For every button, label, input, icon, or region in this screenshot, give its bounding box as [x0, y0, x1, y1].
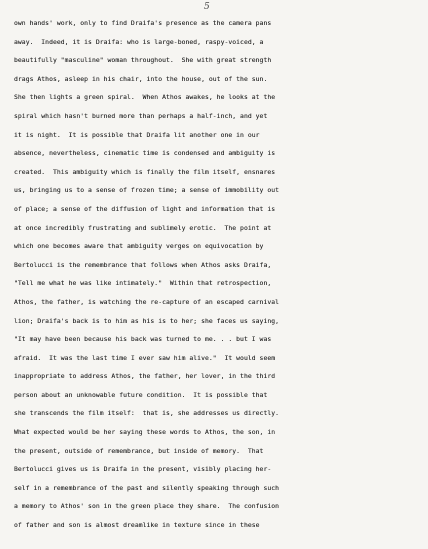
text-line: created. This ambiguity which is finally the film itself, ensnares: [14, 167, 276, 176]
page-number: 5: [204, 2, 210, 12]
text-line: it is night. It is possible that Draifa lit another one in our: [14, 130, 260, 139]
text-line: own hands' work, only to find Draifa's presence as the camera pans: [14, 19, 272, 27]
text-line: beautifully "masculine" woman throughout. She with great strength: [14, 56, 272, 65]
text-line: Bertolucci is the remembrance that follows when Athos asks Draifa,: [14, 260, 272, 269]
text-line: lion; Draifa's back is to him as his is to her; she faces us saying,: [14, 316, 280, 325]
text-line: the present, outside of remembrance, but inside of memory. That: [14, 446, 264, 455]
text-line: person about an unknowable future condition. It is possible that: [14, 390, 268, 399]
text-line: What expected would be her saying these words to Athos, the son, in: [14, 428, 276, 437]
text-line: Bertolucci gives us is Draifa in the present, visibly placing her-: [14, 465, 272, 474]
text-line: absence, nevertheless, cinematic time is condensed and ambiguity is: [14, 149, 276, 158]
text-line: inappropriate to address Athos, the father, her lover, in the third: [14, 372, 276, 381]
text-line: of father and son is almost dreamlike in texture since in these: [14, 521, 260, 530]
text-line: afraid. It was the last time I ever saw him alive." It would seem: [14, 353, 276, 362]
text-line: at once incredibly frustrating and sublimely erotic. The point at: [14, 223, 272, 232]
text-line: drags Athos, asleep in his chair, into the house, out of the sun.: [14, 74, 268, 83]
text-line: of place; a sense of the diffusion of light and information that is: [14, 204, 276, 213]
text-line: "Tell me what he was like intimately." Within that retrospection,: [14, 279, 272, 288]
text-line: away. Indeed, it is Draifa: who is large-boned, raspy-voiced, a: [14, 37, 264, 46]
text-line: spiral which hasn't burned more than perhaps a half-inch, and yet: [14, 111, 268, 120]
text-line: She then lights a green spiral. When Athos awakes, he looks at the: [14, 93, 276, 102]
text-line: us, bringing us to a sense of frozen time; a sense of immobility out: [14, 186, 280, 195]
text-line: she transcends the film itself: that is, she addresses us directly.: [14, 409, 280, 418]
body-text: [14, 14, 416, 535]
text-line: which one becomes aware that ambiguity verges on equivocation by: [14, 242, 264, 251]
text-line: Athos, the father, is watching the re-capture of an escaped carnival: [14, 297, 280, 306]
text-line: "It may have been because his back was turned to me. . . but I was: [14, 335, 272, 344]
text-line: a memory to Athos' son in the green place they share. The confusion: [14, 502, 280, 511]
text-line: self in a remembrance of the past and silently speaking through such: [14, 483, 280, 492]
